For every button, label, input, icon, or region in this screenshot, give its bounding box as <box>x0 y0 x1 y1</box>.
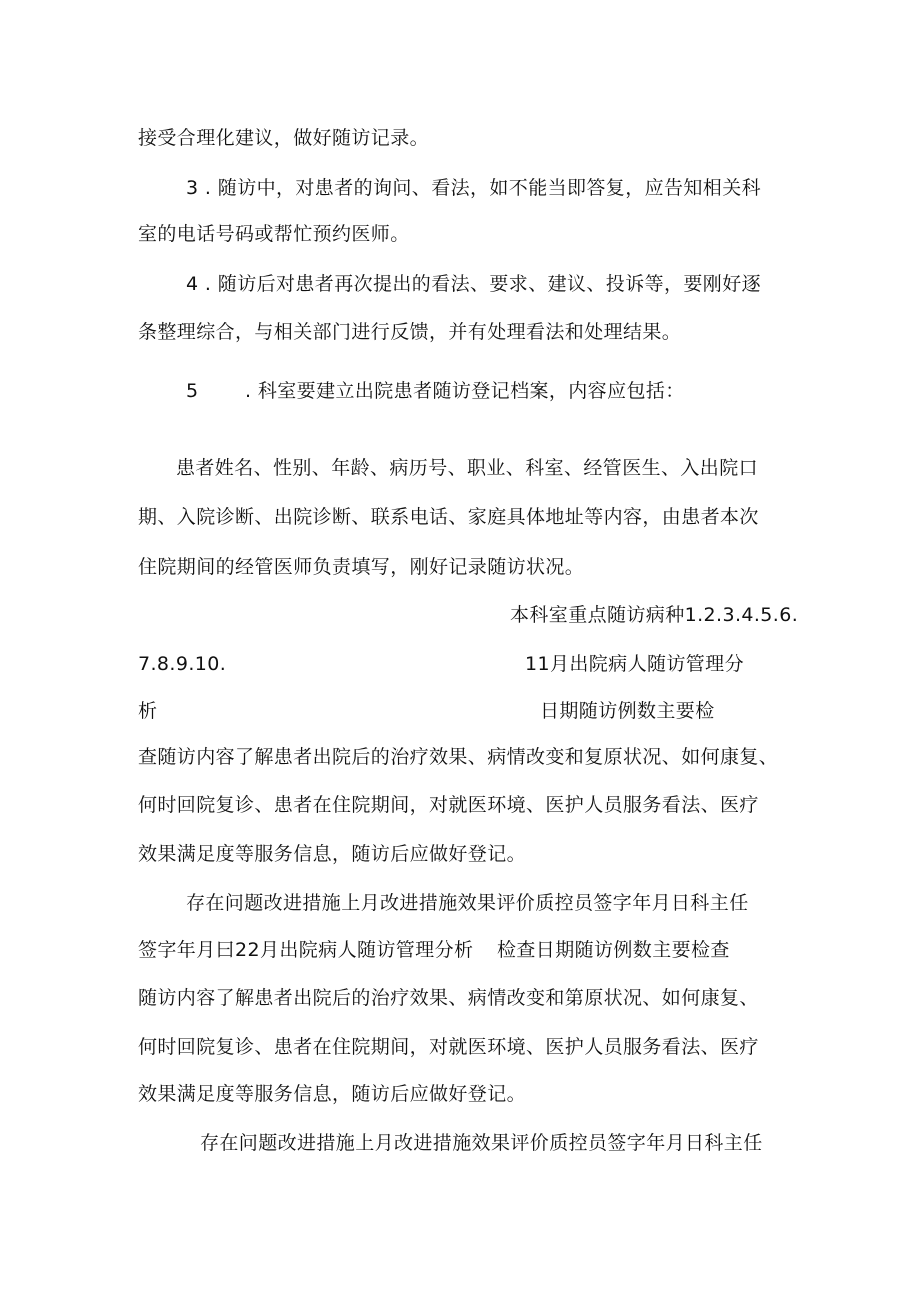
text-line: 本科室重点随访病种1.2.3.4.5.6. <box>510 604 799 626</box>
text-line: 4 . 随访后对患者再次提出的看法、要求、建议、投诉等，要刚好逐 <box>186 273 762 295</box>
text-line: 11月出院病人随访管理分 <box>525 653 744 675</box>
text-line: 条整理综合，与相关部门进行反馈，并有处理看法和处理结果。 <box>138 321 682 343</box>
text-line: 签字年月曰22月出院病人随访管理分析 <box>138 939 474 961</box>
text-line: 接受合理化建议，做好随访记录。 <box>138 127 430 149</box>
text-line: 查随访内容了解患者出院后的治疗效果、病情改变和复原状况、如何康复、 <box>138 746 779 768</box>
text-line: 5 <box>186 380 199 402</box>
text-line: 室的电话号码或帮忙预约医师。 <box>138 223 410 245</box>
text-line: 3 . 随访中，对患者的询问、看法，如不能当即答复，应告知相关科 <box>186 177 762 199</box>
text-line: 日期随访例数主要检 <box>540 700 715 722</box>
text-line: 存在问题改进措施上月改进措施效果评价质控员签字年月日科主任 <box>186 892 749 914</box>
text-line: . 科室要建立出院患者随访登记档案，内容应包括： <box>245 380 685 402</box>
text-line: 检查日期随访例数主要检查 <box>497 939 730 961</box>
text-line: 期、入院诊断、出院诊断、联系电话、家庭具体地址等内容，由患者本次 <box>138 506 759 528</box>
text-line: 何时回院复诊、患者在住院期间，对就医环境、医护人员服务看法、医疗 <box>138 1036 759 1058</box>
text-line: 住院期间的经管医师负责填写，刚好记录随访状况。 <box>138 556 585 578</box>
text-line: 7.8.9.10. <box>138 653 227 675</box>
text-line: 何时回院复诊、患者在住院期间，对就医环境、医护人员服务看法、医疗 <box>138 794 759 816</box>
text-line: 效果满足度等服务信息，随访后应做好登记。 <box>138 843 527 865</box>
text-line: 患者姓名、性别、年龄、病历号、职业、科室、经管医生、入出院口 <box>176 457 759 479</box>
text-line: 随访内容了解患者出院后的治疗效果、病情改变和第原状况、如何康复、 <box>138 987 759 1009</box>
text-line: 存在问题改进措施上月改进措施效果评价质控员签字年月日科主任 <box>200 1132 763 1154</box>
text-line: 析 <box>138 700 158 722</box>
text-line: 效果满足度等服务信息，随访后应做好登记。 <box>138 1083 527 1105</box>
